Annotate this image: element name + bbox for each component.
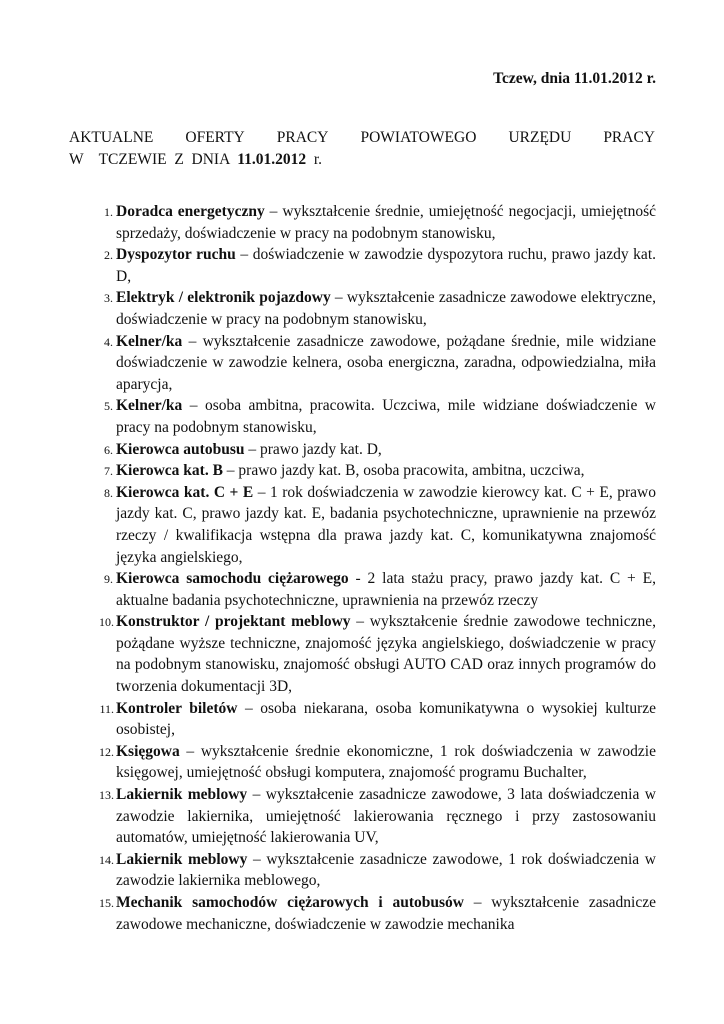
- job-offer-requirements: – wykształcenie zasadnicze zawodowe, 1 rok doświadczenia w zawodzie lakiernika meblowego,: [116, 850, 656, 890]
- heading-line-1: [69, 127, 655, 149]
- job-offer-item: [99, 741, 656, 784]
- job-offer-number: 13.: [99, 788, 114, 803]
- job-offer-title: Księgowa: [116, 742, 180, 760]
- job-offer-number: 14.: [99, 852, 114, 867]
- job-offer-number: 15.: [99, 896, 114, 910]
- heading-word: URZĘDU: [508, 129, 572, 146]
- job-offer-title: Dyspozytor ruchu: [116, 246, 236, 264]
- job-offer-requirements: – osoba niekarana, osoba komunikatywna o wysokiej kulturze osobistej,: [116, 699, 656, 739]
- job-offer-requirements: – prawo jazdy kat. D,: [244, 440, 382, 458]
- job-offer-item: [104, 460, 656, 482]
- job-offer-requirements: – wykształcenie zasadnicze zawodowe elektryczne, doświadczenie w pracy na podobnym stanowisku,: [116, 289, 656, 328]
- job-offer-item: [104, 568, 656, 611]
- job-offer-item: [99, 611, 657, 697]
- job-offer-requirements: – wykształcenie zasadnicze zawodowe, 3 lata doświadczenia w zawodzie lakiernika, umiejętność lakierowania ręcznego i przy zastosowaniu automatów, umiejętność lakierowania UV,: [116, 786, 656, 847]
- job-offer-item: [104, 331, 656, 396]
- heading-word: PRACY: [276, 129, 329, 146]
- job-offer-number: 8.: [104, 485, 113, 500]
- heading-word: OFERTY: [185, 129, 245, 146]
- job-offer-title: Kierowca kat. B: [116, 462, 223, 480]
- job-offer-title: Kontroler biletów: [116, 699, 238, 717]
- job-offer-item: [99, 849, 656, 892]
- job-offer-number: 1.: [104, 205, 113, 219]
- job-offer-requirements: – osoba ambitna, pracowita. Uczciwa, mile widziane doświadczenie w pracy na podobnym stanowisku,: [116, 397, 656, 436]
- job-offer-title: Kierowca kat. C + E: [116, 483, 254, 501]
- job-offer-number: 3.: [104, 291, 113, 306]
- job-offer-number: 6.: [104, 442, 113, 457]
- job-offer-title: Mechanik samochodów ciężarowych i autobusów: [116, 894, 464, 911]
- job-offer-title: Kierowca samochodu ciężarowego: [116, 570, 349, 588]
- job-offer-item: [99, 784, 656, 849]
- job-offer-number: 10.: [99, 615, 114, 630]
- document-heading: [69, 127, 655, 171]
- heading-line-2-prefix: W TCZEWIE Z DNIA: [69, 151, 238, 168]
- heading-date: 11.01.2012: [237, 151, 307, 168]
- job-offer-requirements: – wykształcenie średnie, umiejętność negocjacji, umiejętność sprzedaży, doświadczenie w pracy na podobnym stanowisku,: [116, 203, 656, 242]
- job-offer-item: [99, 892, 656, 935]
- heading-word: AKTUALNE: [69, 129, 154, 146]
- job-offer-requirements: - 2 lata stażu pracy, prawo jazdy kat. C + E, aktualne badania psychotechniczne, uprawnienia na przewóz rzeczy: [116, 570, 656, 609]
- job-offer-requirements: – doświadczenie w zawodzie dyspozytora ruchu, prawo jazdy kat. D,: [116, 246, 656, 285]
- job-offer-title: Elektryk / elektronik pojazdowy: [116, 289, 331, 307]
- job-offer-requirements: – wykształcenie średnie ekonomiczne, 1 rok doświadczenia w zawodzie księgowej, umiejętność obsługi komputera, znajomość programu Buchalter,: [116, 742, 656, 782]
- job-offer-requirements: – 1 rok doświadczenia w zawodzie kierowcy kat. C + E, prawo jazdy kat. C, prawo jazdy kat. E, badania psychotechniczne, uprawnienie na przewóz rzeczy / kwalifikacja wstępna dla prawa jazdy kat. C, komunikatywna znajomość języka angielskiego,: [116, 483, 656, 566]
- job-offer-title: Doradca energetyczny: [116, 203, 265, 220]
- job-offer-item: [104, 287, 656, 330]
- job-offer-number: 4.: [104, 334, 113, 349]
- job-offer-number: 2.: [104, 248, 113, 263]
- job-offer-item: [104, 201, 656, 244]
- heading-word: PRACY: [603, 129, 655, 146]
- job-offer-title: Kelner/ka: [116, 332, 183, 350]
- job-offer-number: 9.: [104, 572, 113, 587]
- document-date: Tczew, dnia 11.01.2012 r.: [493, 70, 656, 87]
- job-offer-requirements: – wykształcenie zasadnicze zawodowe, pożądane średnie, mile widziane doświadczenie w zawodzie kelnera, osoba energiczna, zaradna, odpowiedzialna, miła aparycja,: [116, 332, 656, 393]
- job-offer-title: Konstruktor / projektant meblowy: [116, 613, 351, 631]
- job-offer-number: 7.: [104, 464, 113, 479]
- job-offer-item: [104, 244, 656, 287]
- heading-word: POWIATOWEGO: [360, 129, 477, 146]
- job-offer-number: 12.: [99, 744, 114, 759]
- job-offer-item: [104, 439, 656, 461]
- job-offer-title: Lakiernik meblowy: [116, 850, 248, 868]
- job-offer-title: Lakiernik meblowy: [116, 786, 248, 804]
- job-offer-requirements: – prawo jazdy kat. B, osoba pracowita, ambitna, uczciwa,: [222, 462, 585, 480]
- job-offer-item: [99, 698, 656, 741]
- job-offer-number: 5.: [104, 399, 113, 414]
- heading-line-2: [69, 149, 655, 171]
- job-offer-item: [104, 395, 656, 438]
- job-offer-number: 11.: [99, 701, 114, 716]
- job-offer-requirements: – wykształcenie zasadnicze zawodowe mechaniczne, doświadczenie w zawodzie mechanika: [116, 894, 656, 933]
- job-offer-title: Kierowca autobusu: [116, 440, 245, 458]
- job-offer-title: Kelner/ka: [116, 397, 183, 415]
- job-offer-requirements: – wykształcenie średnie zawodowe techniczne, pożądane wyższe techniczne, znajomość języka angielskiego, doświadczenie w pracy na podobnym stanowisku, znajomość obsługi AUTO CAD oraz innych programów do tworzenia dokumentacji 3D,: [116, 613, 657, 696]
- heading-line-2-suffix: r.: [306, 151, 323, 168]
- job-offer-item: [104, 482, 656, 568]
- job-offers-list: [99, 201, 657, 935]
